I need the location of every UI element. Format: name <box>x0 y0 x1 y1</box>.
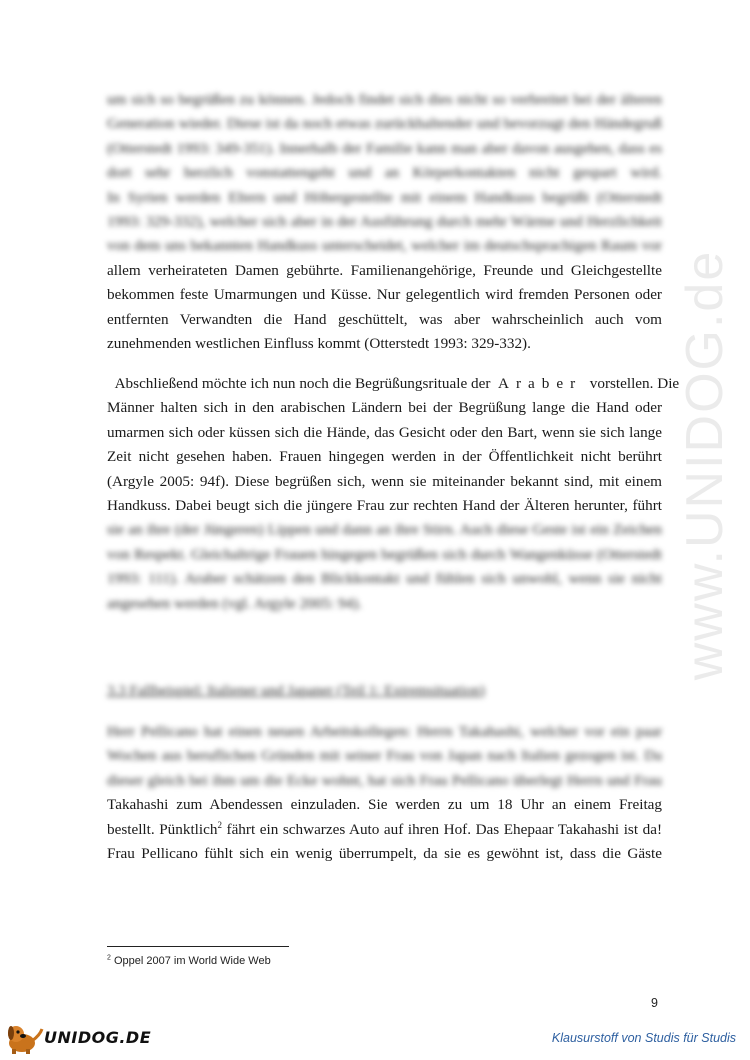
spaced-word: Araber <box>497 375 583 392</box>
blurred-line: sie an ihre (der Jüngeren) Lippen und dann an ihre Stirn. Auch diese Geste ist ein Zeichen <box>107 521 662 539</box>
footnote <box>107 955 271 967</box>
text-fragment: fährt ein schwarzes Auto auf ihren Hof. Das Ehepaar Takahashi ist da! <box>221 820 663 838</box>
page-number: 9 <box>651 996 658 1010</box>
section-heading: 3.3 Fallbeispiel: Italiener und Japaner (Teil 1: Extremsituation) <box>107 683 486 699</box>
tagline: Klausurstoff von Studis für Studis <box>551 1031 736 1045</box>
text-line: Zeit nicht gesehen haben. Frauen hingegen werden in der Öffentlichkeit nicht berührt <box>107 448 662 466</box>
paragraph-2 <box>107 372 680 616</box>
logo-text: UNIDOG.DE <box>44 1028 152 1047</box>
text-line: Handkuss. Dabei beugt sich die jüngere Frau zur rechten Hand der Älteren herunter, führt <box>107 497 662 515</box>
text-fragment: vorstellen. Die <box>589 375 680 392</box>
dog-mascot-icon <box>2 1021 46 1055</box>
blurred-line: (Otterstedt 1993: 349-351). Innerhalb der Familie kann man aber davon ausgehen, dass es <box>107 139 662 157</box>
blurred-line: dort sehr herzlich vonstattengeht und an Körperkontakten nicht gespart wird. <box>107 164 662 182</box>
blurred-line: dieser gleich bei ihm um die Ecke wohnt, hat sich Frau Pellicano überlegt Herrn und Frau <box>107 771 662 789</box>
text-line: Frau Pellicano fühlt sich ein wenig überrumpelt, da sie es gewöhnt ist, dass die Gäste <box>107 845 662 863</box>
blurred-line: Herr Pellicano hat einen neuen Arbeitskollegen: Herrn Takahashi, welcher vor ein paar <box>107 723 662 740</box>
paragraph-3 <box>107 720 662 866</box>
blurred-line: von dem uns bekannten Handkuss unterscheidet, welcher im deutschsprachigen Raum vor <box>107 237 662 255</box>
footnote-text: Oppel 2007 im World Wide Web <box>110 955 271 967</box>
blurred-line: um sich so begrüßen zu können. Jedoch findet sich dies nicht so verbreitet bei der älteren <box>107 91 662 108</box>
blurred-line: 1993: 111). Araber schätzen den Blickkontakt und fühlen sich unwohl, wenn sie nicht <box>107 570 662 588</box>
unidog-logo <box>2 1021 152 1055</box>
watermark: www.UNIDOG.de <box>676 249 734 681</box>
blurred-line: angesehen werden (vgl. Argyle 2005: 94). <box>107 594 362 612</box>
text-line: Takahashi zum Abendessen einzuladen. Sie werden zu um 18 Uhr an einem Freitag <box>107 796 662 814</box>
paragraph-1 <box>107 88 662 356</box>
blurred-line: In Syrien werden Eltern und Höhergestellte mit einem Handkuss begrüßt (Otterstedt <box>107 188 662 206</box>
text-line: umarmen sich oder küssen sich die Hände, das Gesicht oder den Bart, wenn sie sich lange <box>107 423 662 441</box>
text-line: bekommen feste Umarmungen und Küsse. Nur gelegentlich wird fremden Personen oder <box>107 286 662 304</box>
text-line: allem verheirateten Damen gebührte. Familienangehörige, Freunde und Gleichgestellte <box>107 261 662 279</box>
text-line: (Argyle 2005: 94f). Diese begrüßen sich, wenn sie miteinander bekannt sind, mit einem <box>107 472 662 490</box>
text-line: zunehmenden westlichen Einfluss kommt (Otterstedt 1993: 329-332). <box>107 335 531 353</box>
footnote-number: 2 <box>107 954 111 962</box>
text-line <box>107 818 662 842</box>
text-line: entfernten Verwandten die Hand geschüttelt, was aber wahrscheinlich auch vom <box>107 310 662 328</box>
blurred-line: 1993: 329-332), welcher sich aber in der Ausführung durch mehr Wärme und Herzlichkeit <box>107 213 662 231</box>
blurred-line: Wochen aus beruflichen Gründen mit seiner Frau von Japan nach Italien gezogen ist. Da <box>107 747 662 765</box>
text-fragment: Abschließend möchte ich nun noch die Begrüßungsrituale der <box>114 375 491 392</box>
text-line: Männer halten sich in den arabischen Ländern bei der Begrüßung lange die Hand oder <box>107 399 662 417</box>
blurred-line: von Respekt. Gleichaltrige Frauen hingegen begrüßen sich durch Wangenküsse (Otterstedt <box>107 545 662 563</box>
text-fragment: bestellt. Pünktlich <box>107 820 218 838</box>
blurred-line: Generation wieder. Diese ist da noch etwas zurückhaltender und bevorzugt den Händegruß <box>107 115 662 133</box>
text-line <box>107 372 680 396</box>
footnote-separator <box>107 946 289 947</box>
footnote-reference[interactable]: 2 <box>217 819 222 830</box>
